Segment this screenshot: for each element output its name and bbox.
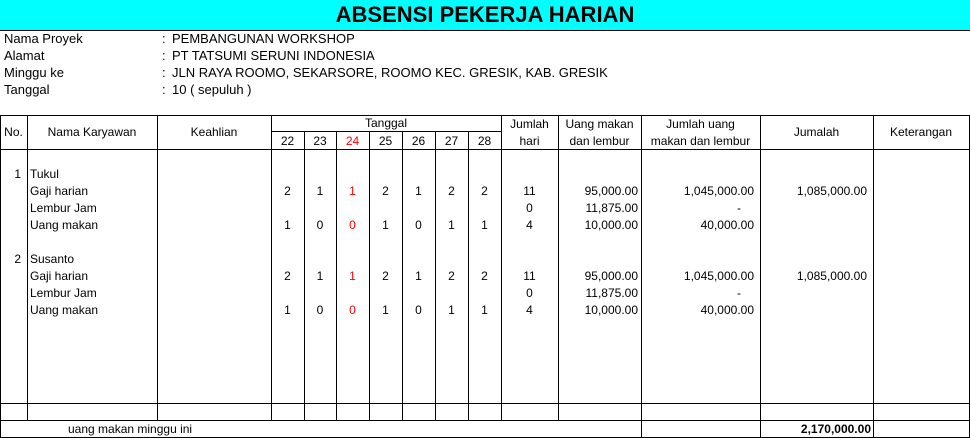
- info-colon: :: [162, 82, 166, 97]
- header-keterangan: Keterangan: [889, 125, 953, 139]
- rate-value: 11,875.00: [585, 286, 638, 300]
- day-value-highlight: 0: [349, 303, 356, 317]
- header-day: 25: [378, 134, 393, 148]
- day-value-highlight: 1: [349, 269, 356, 283]
- info-label: Minggu ke: [4, 65, 64, 80]
- footer-label: uang makan minggu ini: [68, 422, 193, 436]
- header-nama: Nama Karyawan: [47, 125, 137, 139]
- row-label: Gaji harian: [30, 184, 89, 198]
- header-keahlian: Keahlian: [190, 125, 238, 139]
- employee-name: Tukul: [30, 167, 59, 181]
- day-value-highlight: 0: [349, 218, 356, 232]
- info-label: Tanggal: [4, 82, 50, 97]
- header-day: 27: [444, 134, 459, 148]
- header-jumalah: Jumalah: [793, 125, 840, 139]
- header-no: No.: [4, 125, 23, 139]
- amount-value: -: [737, 286, 741, 300]
- day-value: 1: [382, 303, 389, 317]
- header-day: 22: [280, 134, 295, 148]
- day-value: 1: [415, 184, 422, 198]
- info-colon: :: [162, 65, 166, 80]
- day-value: 1: [481, 218, 488, 232]
- header-day: 28: [477, 134, 492, 148]
- day-value: 2: [284, 269, 291, 283]
- day-value: 2: [481, 269, 488, 283]
- rate-value: 10,000.00: [584, 218, 638, 232]
- employee-name: Susanto: [30, 252, 75, 266]
- day-value: 2: [448, 184, 455, 198]
- jumlah-hari-value: 0: [526, 286, 533, 300]
- day-value: 1: [415, 269, 422, 283]
- info-value: JLN RAYA ROOMO, SEKARSORE, ROOMO KEC. GRESIK, KAB. GRESIK: [172, 65, 608, 80]
- row-label: Uang makan: [30, 303, 99, 317]
- header-jumlah-hari: Jumlah: [510, 117, 549, 131]
- info-value: PT TATSUMI SERUNI INDONESIA: [172, 48, 375, 63]
- day-value: 2: [481, 184, 488, 198]
- info-value: PEMBANGUNAN WORKSHOP: [172, 31, 355, 46]
- amount-value: 40,000.00: [700, 218, 754, 232]
- header-day-highlight: 24: [345, 134, 360, 148]
- day-value: 1: [382, 218, 389, 232]
- day-value: 2: [284, 184, 291, 198]
- header-uang-makan-2: dan lembur: [569, 134, 630, 148]
- day-value: 1: [284, 218, 291, 232]
- jumlah-hari-value: 11: [523, 184, 536, 198]
- total-value: 1,085,000.00: [796, 269, 867, 283]
- day-value: 0: [316, 218, 324, 232]
- grand-total: 2,170,000.00: [800, 422, 871, 436]
- day-value: 0: [316, 303, 324, 317]
- header-day: 23: [313, 134, 327, 148]
- day-value: 1: [316, 269, 324, 283]
- rate-value: 95,000.00: [584, 184, 638, 198]
- employee-no: 1: [14, 167, 21, 181]
- amount-value: -: [737, 201, 741, 215]
- info-colon: :: [162, 48, 166, 63]
- header-tanggal: Tanggal: [364, 116, 408, 130]
- day-value: 0: [415, 303, 422, 317]
- row-label: Gaji harian: [30, 269, 89, 283]
- amount-value: 1,045,000.00: [683, 269, 754, 283]
- day-value: 1: [448, 218, 455, 232]
- row-label: Lembur Jam: [30, 286, 97, 300]
- jumlah-hari-value: 4: [526, 218, 533, 232]
- row-label: Uang makan: [30, 218, 99, 232]
- jumlah-hari-value: 11: [523, 269, 536, 283]
- jumlah-hari-value: 0: [526, 201, 533, 215]
- info-label: Nama Proyek: [4, 31, 83, 46]
- total-value: 1,085,000.00: [796, 184, 867, 198]
- jumlah-hari-value: 4: [526, 303, 533, 317]
- day-value: 1: [284, 303, 291, 317]
- rate-value: 10,000.00: [584, 303, 638, 317]
- row-label: Lembur Jam: [30, 201, 97, 215]
- header-day: 26: [411, 134, 426, 148]
- info-value: 10 ( sepuluh ): [172, 82, 252, 97]
- header-jumlah-uang: Jumlah uang: [666, 117, 735, 131]
- header-jumlah-hari-2: hari: [519, 134, 540, 148]
- header-jumlah-uang-2: makan dan lembur: [650, 134, 751, 148]
- amount-value: 40,000.00: [700, 303, 754, 317]
- info-label: Alamat: [4, 48, 45, 63]
- employee-no: 2: [14, 252, 21, 266]
- rate-value: 95,000.00: [584, 269, 638, 283]
- day-value: 0: [415, 218, 422, 232]
- header-uang-makan: Uang makan: [565, 117, 634, 131]
- day-value: 1: [448, 303, 455, 317]
- info-colon: :: [162, 31, 166, 46]
- day-value: 2: [448, 269, 455, 283]
- day-value-highlight: 1: [349, 184, 356, 198]
- day-value: 1: [481, 303, 488, 317]
- day-value: 2: [382, 184, 389, 198]
- sheet-title: ABSENSI PEKERJA HARIAN: [335, 2, 635, 27]
- day-value: 2: [382, 269, 389, 283]
- amount-value: 1,045,000.00: [683, 184, 754, 198]
- rate-value: 11,875.00: [585, 201, 638, 215]
- day-value: 1: [316, 184, 324, 198]
